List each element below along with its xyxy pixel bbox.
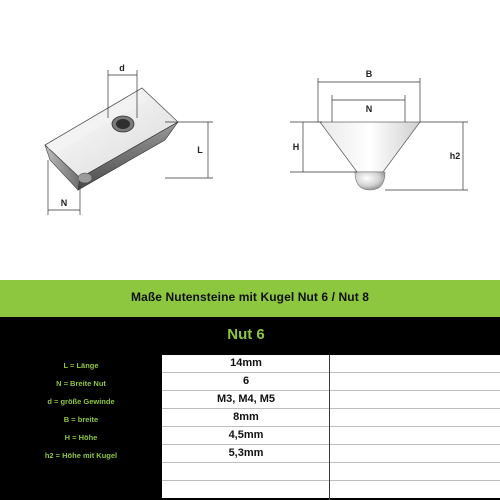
dimension-N-right xyxy=(332,95,405,122)
value-slot-width: 6 xyxy=(242,375,250,387)
column-header-nut-6: Nut 6 xyxy=(227,326,265,343)
value-width: 8mm xyxy=(233,411,259,423)
table-cell-empty xyxy=(330,373,500,391)
label-B: B xyxy=(365,69,373,79)
label-d: d xyxy=(119,63,125,73)
label-L: L xyxy=(197,145,203,155)
column-header-cell-empty xyxy=(330,317,500,354)
label-column xyxy=(0,317,162,500)
table-cell-empty xyxy=(330,481,500,498)
row-label-height: H = Höhe xyxy=(64,433,98,442)
value-length: 14mm xyxy=(230,357,262,369)
column-divider xyxy=(329,355,330,500)
table-cell-empty xyxy=(162,481,330,498)
table-cell-empty xyxy=(162,463,330,481)
table-cell-empty xyxy=(330,409,500,427)
label-H: H xyxy=(292,142,300,152)
value-height: 4,5mm xyxy=(228,429,264,441)
table-cell xyxy=(162,409,330,427)
nut-6-column xyxy=(162,317,330,500)
label-h2: h2 xyxy=(449,151,461,161)
table-cell xyxy=(162,355,330,373)
table-cell xyxy=(162,427,330,445)
row-label-height-with-ball: h2 = Höhe mit Kugel xyxy=(44,451,118,460)
table-cell xyxy=(162,391,330,409)
value-thread-size: M3, M4, M5 xyxy=(216,393,276,405)
table-title: Maße Nutensteine mit Kugel Nut 6 / Nut 8 xyxy=(130,290,370,304)
slot-nut-front-view xyxy=(320,122,420,190)
table-cell xyxy=(162,445,330,463)
slot-nut-isometric xyxy=(45,88,178,190)
dimensions-table xyxy=(0,317,500,500)
table-cell xyxy=(162,373,330,391)
table-cell-empty xyxy=(330,463,500,481)
table-cell-empty xyxy=(330,355,500,373)
label-N-left: N xyxy=(60,198,68,208)
row-label-thread-size: d = größe Gewinde xyxy=(47,397,115,406)
label-N-right: N xyxy=(365,104,373,114)
row-label-slot-width: N = Breite Nut xyxy=(56,379,106,388)
row-label-length: L = Länge xyxy=(63,361,99,370)
table-cell-empty xyxy=(330,445,500,463)
value-height-with-ball: 5,3mm xyxy=(228,447,264,459)
table-cell-empty xyxy=(330,427,500,445)
column-header-cell xyxy=(162,317,330,354)
table-cell-empty xyxy=(330,391,500,409)
empty-column xyxy=(330,317,500,500)
row-label-width: B = breite xyxy=(63,415,99,424)
